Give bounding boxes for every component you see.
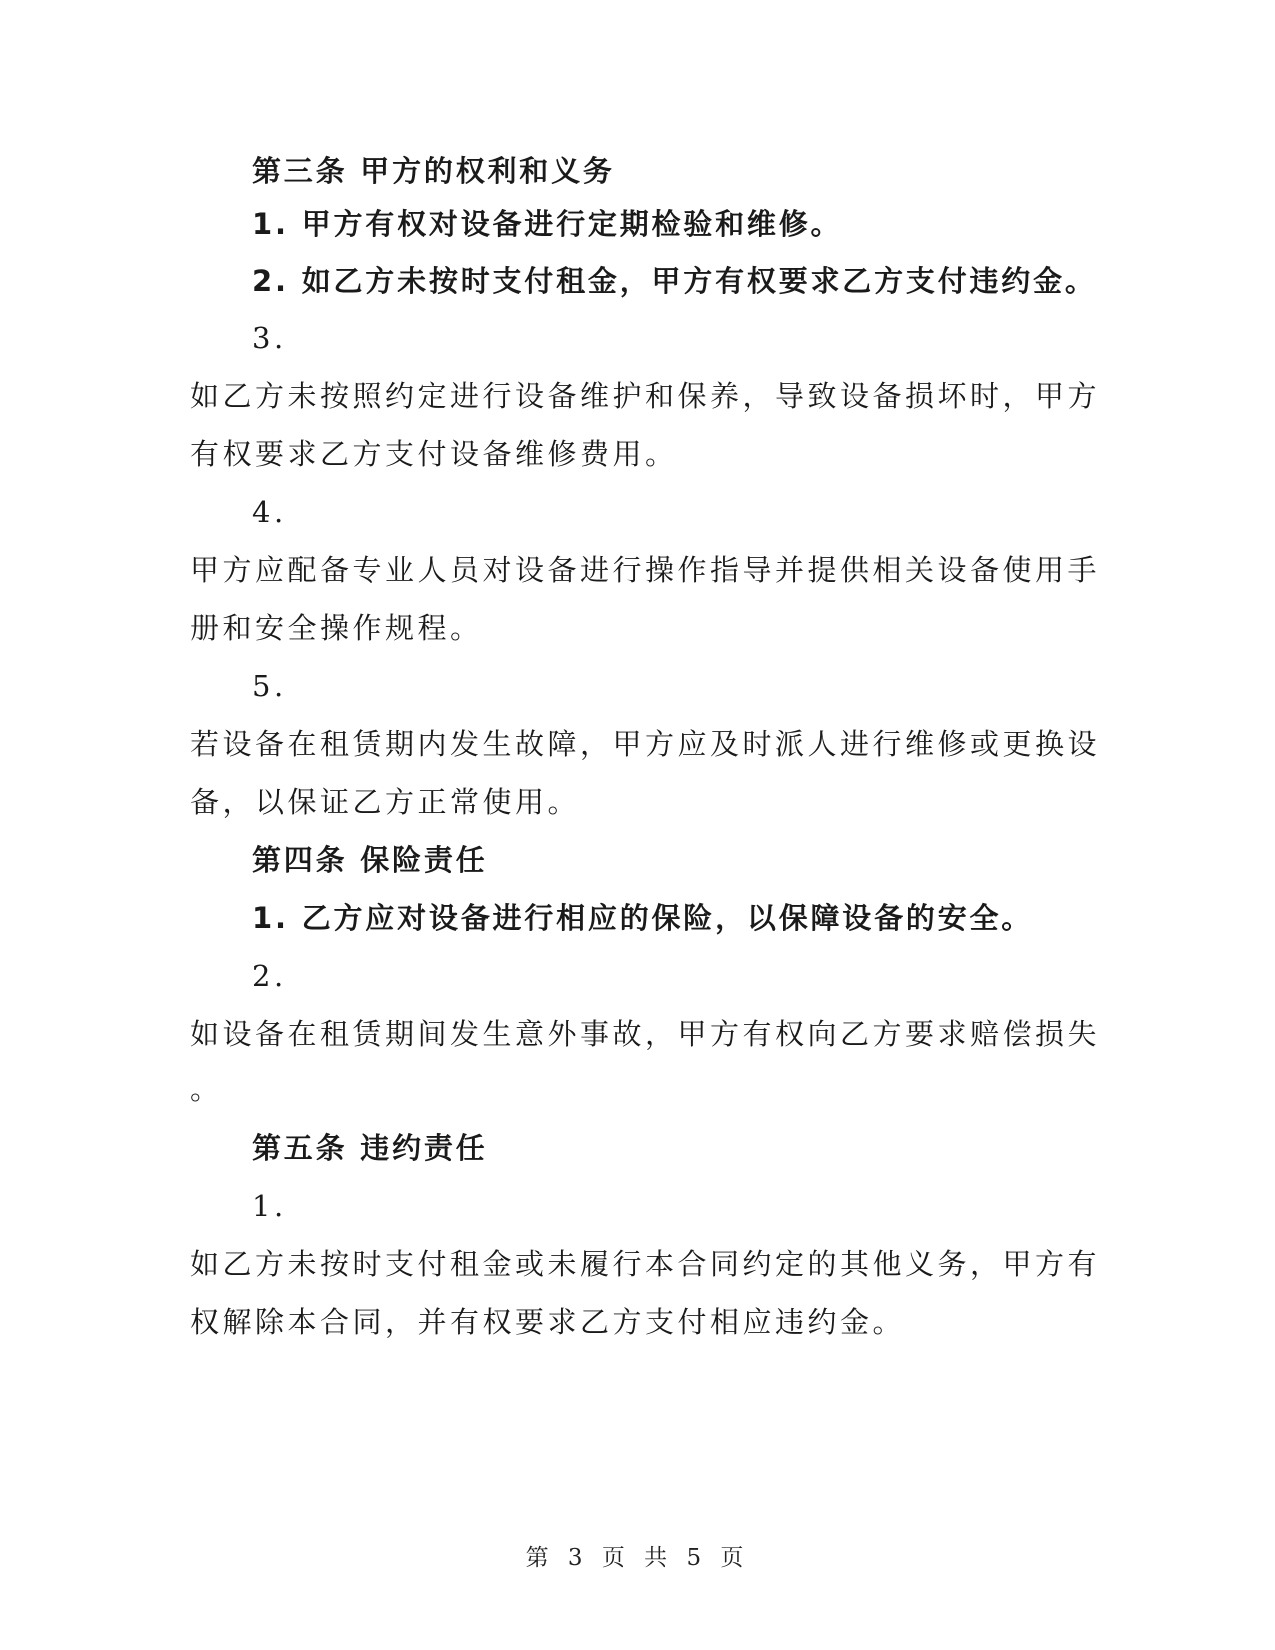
article-4-item-1: 1. 乙方应对设备进行相应的保险，以保障设备的安全。: [252, 901, 1034, 935]
page-number-footer: 第 3 页 共 5 页: [525, 1545, 750, 1571]
article-5-item-1-number: 1.: [252, 1189, 287, 1223]
article-3-item-5-number: 5.: [252, 669, 287, 703]
article-4-item-2-number: 2.: [252, 959, 287, 993]
article-5-item-1-text-line-1: 如乙方未按时支付租金或未履行本合同约定的其他义务，甲方有: [190, 1247, 1101, 1281]
article-3-item-3-text-line-2: 有权要求乙方支付设备维修费用。: [190, 437, 678, 471]
article-5-item-1-text-line-2: 权解除本合同，并有权要求乙方支付相应违约金。: [190, 1305, 906, 1339]
article-3-item-4-text-line-1: 甲方应配备专业人员对设备进行操作指导并提供相关设备使用手: [190, 553, 1101, 587]
article-3-item-3-number: 3.: [252, 321, 287, 355]
article-3-item-2: 2. 如乙方未按时支付租金，甲方有权要求乙方支付违约金。: [252, 264, 1097, 298]
article-4-item-2-text-line-1: 如设备在租赁期间发生意外事故，甲方有权向乙方要求赔偿损失: [190, 1017, 1101, 1051]
article-3-heading: 第三条 甲方的权利和义务: [252, 154, 615, 188]
article-3-item-4-number: 4.: [252, 495, 287, 529]
article-4-heading: 第四条 保险责任: [252, 843, 488, 877]
article-3-item-5-text-line-2: 备，以保证乙方正常使用。: [190, 785, 581, 819]
article-5-heading: 第五条 违约责任: [252, 1131, 488, 1165]
article-3-item-3-text-line-1: 如乙方未按照约定进行设备维护和保养，导致设备损坏时，甲方: [190, 379, 1101, 413]
article-3-item-1: 1. 甲方有权对设备进行定期检验和维修。: [252, 207, 843, 241]
article-3-item-5-text-line-1: 若设备在租赁期内发生故障，甲方应及时派人进行维修或更换设: [190, 727, 1101, 761]
article-4-item-2-text-line-2: 。: [190, 1072, 223, 1106]
article-3-item-4-text-line-2: 册和安全操作规程。: [190, 611, 483, 645]
